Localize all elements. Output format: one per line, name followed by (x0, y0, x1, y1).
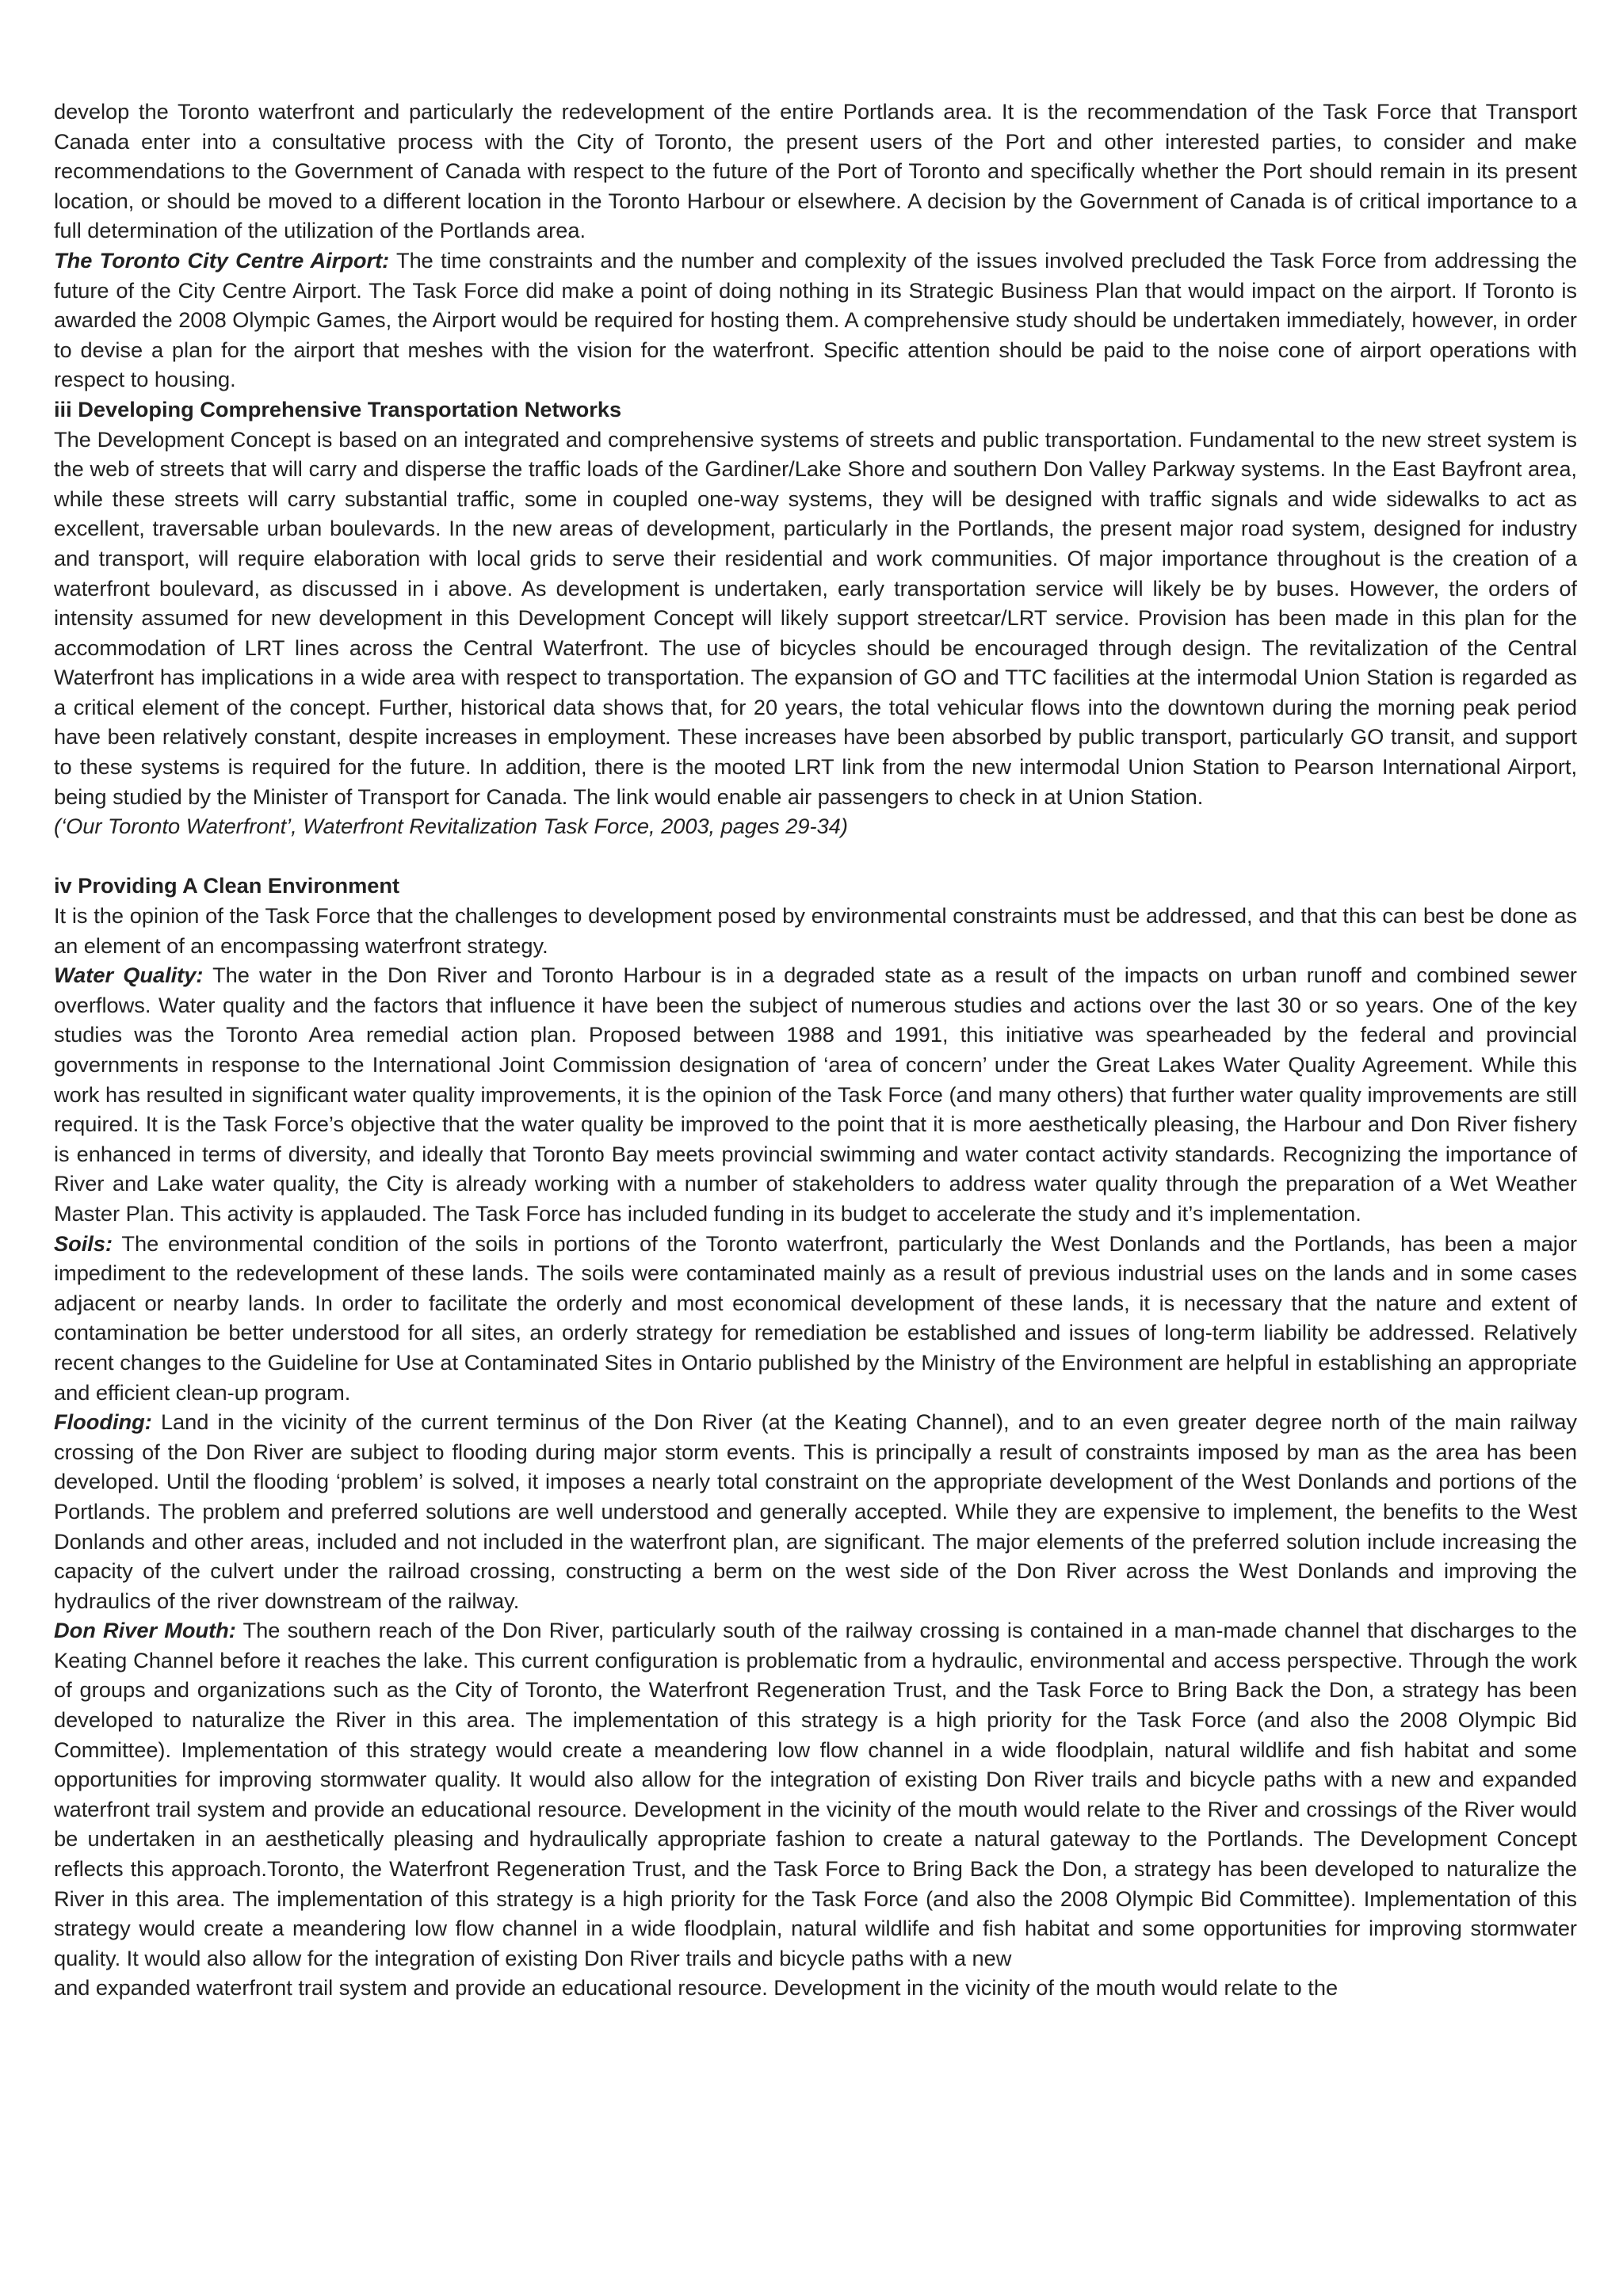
paragraph-city-centre-airport (54, 246, 1577, 395)
paragraph-continuation: and expanded waterfront trail system and provide an educational resource. Development in the vicinity of the mouth would relate to the (54, 1975, 1338, 2000)
paragraph-transportation: The Development Concept is based on an integrated and comprehensive systems of streets and public transportation. Fundamental to the new street system is the web of streets that will carry and disperse the traffic loads of the Gardiner/Lake Shore and southern Don Valley Parkway systems. In the East Bayfront area, while these streets will carry substantial traffic, some in coupled one-way systems, they will be designed with traffic signals and wide sidewalks to act as excellent, traversable urban boulevards. In the new areas of development, particularly in the Portlands, the present major road system, designed for industry and transport, will require elaboration with local grids to serve their residential and work communities. Of major importance throughout is the creation of a waterfront boulevard, as discussed in i above. As development is undertaken, early transportation service will likely be by buses. However, the orders of intensity assumed for new development in this Development Concept will likely support streetcar/LRT service. Provision has been made in this plan for the accommodation of LRT lines across the Central Waterfront. The use of bicycles should be encouraged through design. The revitalization of the Central Waterfront has implications in a wide area with respect to transportation. The expansion of GO and TTC facilities at the intermodal Union Station is regarded as a critical element of the concept. Further, historical data shows that, for 20 years, the total vehicular flows into the downtown during the morning peak period have been relatively constant, despite increases in employment. These increases have been absorbed by public transport, particularly GO transit, and support to these systems is required for the future. In addition, there is the mooted LRT link from the new intermodal Union Station to Pearson International Airport, being studied by the Minister of Transport for Canada. The link would enable air passengers to check in at Union Station. (54, 426, 1577, 809)
water-quality-text: The water in the Don River and Toronto Harbour is in a degraded state as a result of the impacts on urban runoff and combined sewer overflows. Water quality and the factors that influence it have been the subject of numerous studies and actions over the last 30 or so years. One of the key studies was the Toronto Area remedial action plan. Proposed between 1988 and 1991, this initiative was spearheaded by the federal and provincial governments in response to the International Joint Commission designation of ‘area of concern’ under the Great Lakes Water Quality Agreement. While this work has resulted in significant water quality improvements, it is the opinion of the Task Force (and many others) that further water quality improvements are still required. It is the Task Force’s objective that the water quality be improved to the point that it is more aesthetically pleasing, the Harbour and Don River fishery is enhanced in terms of diversity, and ideally that Toronto Bay meets provincial swimming and water contact activity standards. Recognizing the importance of River and Lake water quality, the City is already working with a number of stakeholders to address water quality through the preparation of a Wet Weather Master Plan. This activity is applauded. The Task Force has included funding in its budget to accelerate the study and it’s implementation. (54, 963, 1577, 1226)
paragraph-flooding (54, 1407, 1577, 1615)
soils-lead: Soils: (54, 1230, 113, 1256)
flooding-lead: Flooding: (54, 1409, 152, 1435)
water-quality-lead: Water Quality: (54, 963, 204, 988)
airport-text: The time constraints and the number and complexity of the issues involved precluded the Task Force from addressing the future of the City Centre Airport. The Task Force did make a point of doing nothing in its Strategic Business Plan that would impact on the airport. If Toronto is awarded the 2008 Olympic Games, the Airport would be required for hosting them. A comprehensive study should be undertaken immediately, however, in order to devise a plan for the airport that meshes with the vision for the waterfront. Specific attention should be paid to the noise cone of airport operations with respect to housing. (54, 247, 1577, 392)
blank-line (54, 841, 1577, 871)
citation: (‘Our Toronto Waterfront’, Waterfront Revitalization Task Force, 2003, pages 29-34) (54, 814, 848, 839)
paragraph-water-quality (54, 960, 1577, 1228)
paragraph-don-river-mouth (54, 1615, 1577, 1973)
airport-lead: The Toronto City Centre Airport: (54, 247, 390, 273)
soils-text: The environmental condition of the soils in portions of the Toronto waterfront, particularly the West Donlands and the Portlands, has been a major impediment to the redevelopment of these lands. The soils were contaminated mainly as a result of previous industrial uses on the lands and in some cases adjacent or nearby lands. In order to facilitate the orderly and most economical development of these lands, it is necessary that the nature and extent of contamination be better understood for all sites, an orderly strategy for remediation be established and issues of long-term liability be addressed. Relatively recent changes to the Guideline for Use at Contaminated Sites in Ontario published by the Ministry of the Environment are helpful in establishing an appropriate and efficient clean-up program. (54, 1230, 1577, 1405)
don-river-mouth-lead: Don River Mouth: (54, 1618, 236, 1643)
don-river-mouth-text: The southern reach of the Don River, particularly south of the railway crossing is contained in a man-made channel that discharges to the Keating Channel before it reaches the lake. This current configuration is problematic from a hydraulic, environmental and access perspective. Through the work of groups and organizations such as the City of Toronto, the Waterfront Regeneration Trust, and the Task Force to Bring Back the Don, a strategy has been developed to naturalize the River in this area. The implementation of this strategy is a high priority for the Task Force (and also the 2008 Olympic Bid Committee). Implementation of this strategy would create a meandering low flow channel in a wide floodplain, natural wildlife and fish habitat and some opportunities for improving stormwater quality. It would also allow for the integration of existing Don River trails and bicycle paths with a new and expanded waterfront trail system and provide an educational resource. Development in the vicinity of the mouth would relate to the River and crossings of the River would be undertaken in an aesthetically pleasing and hydraulically appropriate fashion to create a natural gateway to the Portlands. The Development Concept reflects this approach.Toronto, the Waterfront Regeneration Trust, and the Task Force to Bring Back the Don, a strategy has been developed to naturalize the River in this area. The implementation of this strategy is a high priority for the Task Force (and also the 2008 Olympic Bid Committee). Implementation of this strategy would create a meandering low flow channel in a wide floodplain, natural wildlife and fish habitat and some opportunities for improving stormwater quality. It would also allow for the integration of existing Don River trails and bicycle paths with a new (54, 1618, 1578, 1970)
flooding-text: Land in the vicinity of the current terminus of the Don River (at the Keating Channel), and to an even greater degree north of the main railway crossing of the Don River are subject to flooding during major storm events. This is principally a result of constraints imposed by man as the area has been developed. Until the flooding ‘problem’ is solved, it imposes a nearly total constraint on the appropriate development of the West Donlands and portions of the Portlands. The problem and preferred solutions are well understood and generally accepted. While they are expensive to implement, the benefits to the West Donlands and other areas, included and not included in the waterfront plan, are significant. The major elements of the preferred solution include increasing the capacity of the culvert under the railroad crossing, constructing a berm on the west side of the Don River across the West Donlands and improving the hydraulics of the river downstream of the railway. (54, 1409, 1577, 1613)
section-heading-transportation: iii Developing Comprehensive Transportation Networks (54, 396, 622, 421)
paragraph-port-future: develop the Toronto waterfront and particularly the redevelopment of the entire Portlands area. It is the recommendation of the Task Force that Transport Canada enter into a consultative process with the City of Toronto, the present users of the Port and other interested parties, to consider and make recommendations to the Government of Canada with respect to the future of the Port of Toronto and specifically whether the Port should remain in its present location, or should be moved to a different location in the Toronto Harbour or elsewhere. A decision by the Government of Canada is of critical importance to a full determination of the utilization of the Portlands area. (54, 99, 1577, 243)
paragraph-environment-intro: It is the opinion of the Task Force that the challenges to development posed by environmental constraints must be addressed, and that this can best be done as an element of an encompassing waterfront strategy. (54, 903, 1577, 958)
paragraph-soils (54, 1229, 1577, 1408)
section-heading-environment: iv Providing A Clean Environment (54, 873, 400, 898)
